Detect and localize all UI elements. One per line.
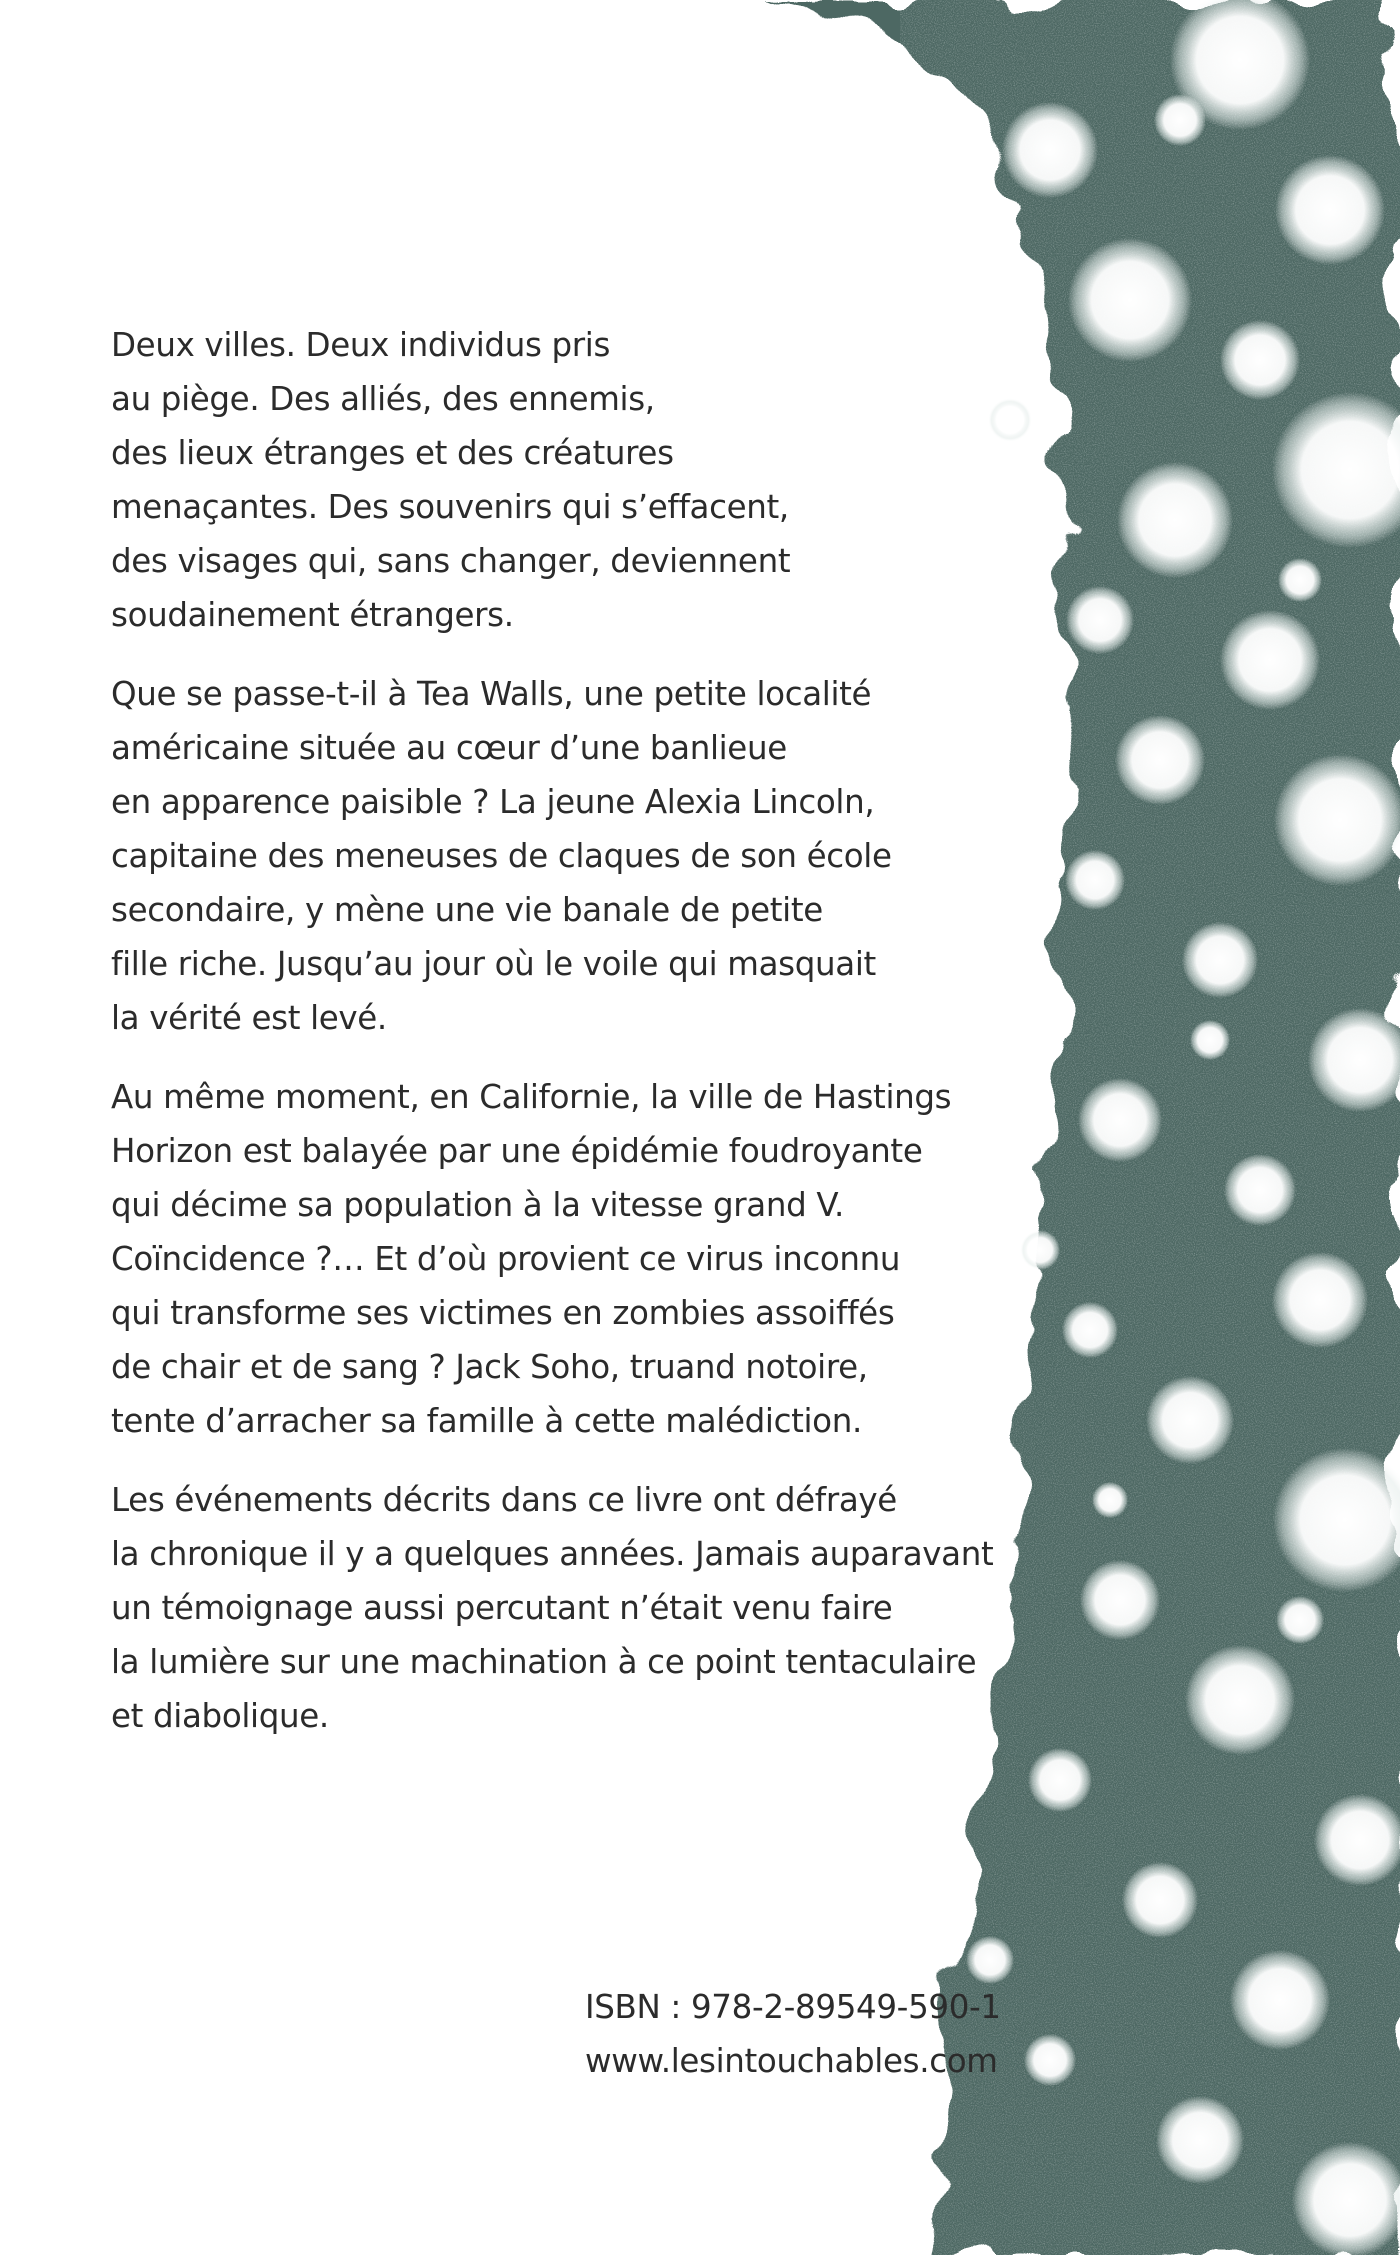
blurb-line: en apparence paisible ? La jeune Alexia Lincoln, xyxy=(111,783,875,821)
blurb-line: des visages qui, sans changer, deviennent xyxy=(111,542,791,580)
publisher-website: www.lesintouchables.com xyxy=(585,2042,998,2080)
blurb-paragraph xyxy=(111,318,1031,642)
blurb-line: des lieux étranges et des créatures xyxy=(111,434,674,472)
blurb-line: la lumière sur une machination à ce point tentaculaire xyxy=(111,1643,977,1681)
blurb-line: Horizon est balayée par une épidémie foudroyante xyxy=(111,1132,923,1170)
publication-info xyxy=(585,1980,1001,2088)
blurb-line: au piège. Des alliés, des ennemis, xyxy=(111,380,655,418)
blurb-line: Les événements décrits dans ce livre ont défrayé xyxy=(111,1481,897,1519)
blurb-paragraph xyxy=(111,1473,1031,1743)
blurb-line: américaine située au cœur d’une banlieue xyxy=(111,729,787,767)
blurb-line: et diabolique. xyxy=(111,1697,329,1735)
blurb-line: la chronique il y a quelques années. Jamais auparavant xyxy=(111,1535,994,1573)
blurb-line: qui décime sa population à la vitesse grand V. xyxy=(111,1186,845,1224)
blurb-line: fille riche. Jusqu’au jour où le voile qui masquait xyxy=(111,945,876,983)
blurb-line: un témoignage aussi percutant n’était venu faire xyxy=(111,1589,893,1627)
blurb-line: la vérité est levé. xyxy=(111,999,387,1037)
blurb-line: de chair et de sang ? Jack Soho, truand notoire, xyxy=(111,1348,868,1386)
blurb-paragraph xyxy=(111,667,1031,1045)
back-cover-blurb xyxy=(111,318,1031,1768)
blurb-line: soudainement étrangers. xyxy=(111,596,514,634)
blurb-line: tente d’arracher sa famille à cette malédiction. xyxy=(111,1402,862,1440)
blurb-line: Que se passe-t-il à Tea Walls, une petite localité xyxy=(111,675,872,713)
isbn-number: ISBN : 978-2-89549-590-1 xyxy=(585,1988,1001,2026)
blurb-line: Deux villes. Deux individus pris xyxy=(111,326,611,364)
blurb-line: secondaire, y mène une vie banale de petite xyxy=(111,891,823,929)
blurb-line: Coïncidence ?… Et d’où provient ce virus inconnu xyxy=(111,1240,901,1278)
blurb-line: qui transforme ses victimes en zombies assoiffés xyxy=(111,1294,895,1332)
blurb-line: Au même moment, en Californie, la ville de Hastings xyxy=(111,1078,952,1116)
blurb-paragraph xyxy=(111,1070,1031,1448)
blurb-line: menaçantes. Des souvenirs qui s’effacent, xyxy=(111,488,789,526)
blurb-line: capitaine des meneuses de claques de son école xyxy=(111,837,892,875)
